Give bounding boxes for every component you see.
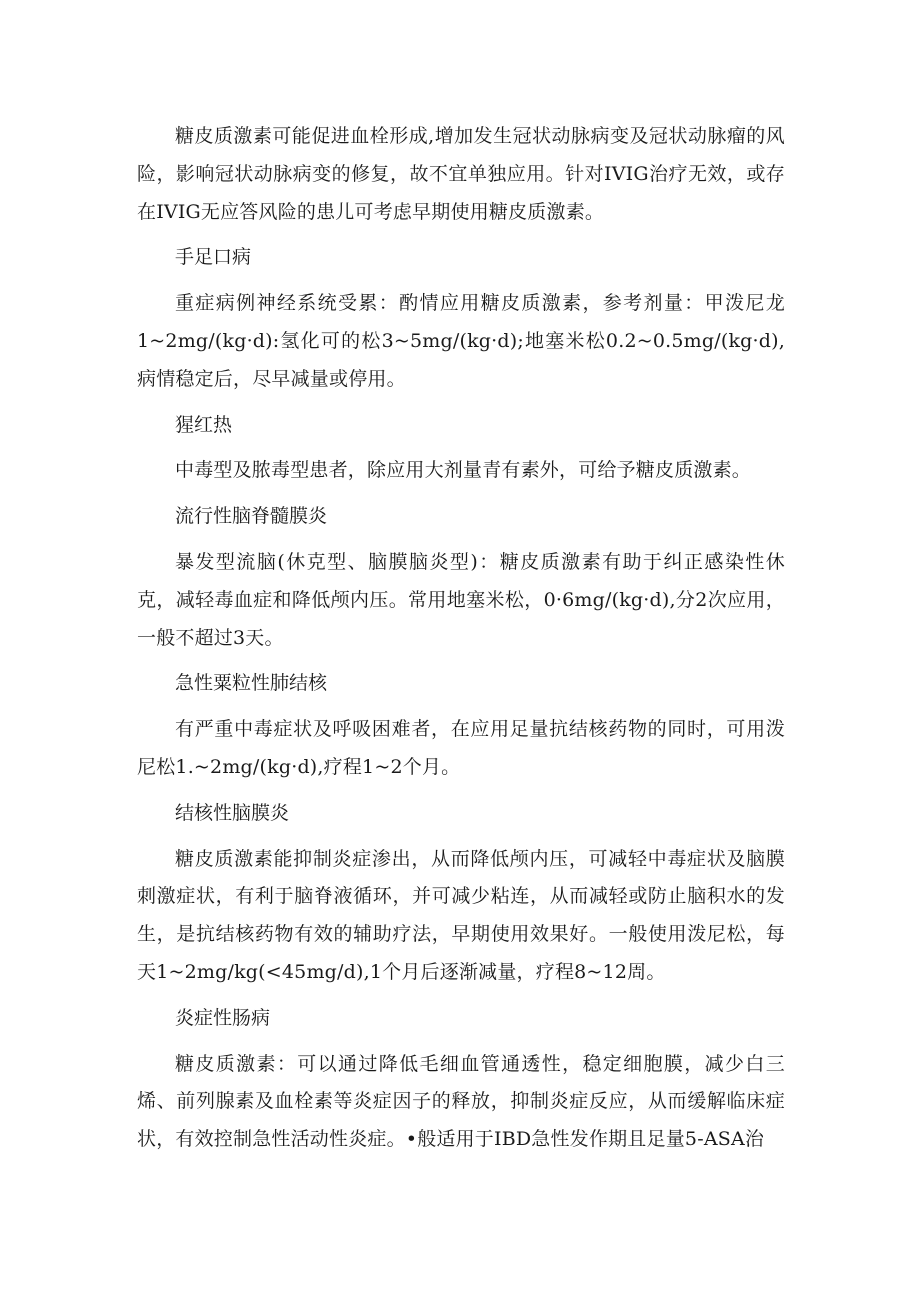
heading-meningococcal: 流行性脑脊髓膜炎: [175, 505, 328, 528]
heading-hand-foot-mouth: 手足口病: [175, 246, 252, 269]
paragraph-ibd: 糖皮质激素：可以通过降低毛细血管通透性，稳定细胞膜，减少白三烯、前列腺素及血栓素等炎症因子的释放，抑制炎症反应，从而缓解临床症状，有效控制急性活动性炎症。•般适用于IBD急性发作期且足量5-ASA治: [137, 1052, 785, 1151]
paragraph-tb-meningitis: 糖皮质激素能抑制炎症渗出，从而降低颅内压，可减轻中毒症状及脑膜刺激症状，有利于脑脊液循环，并可减少粘连，从而减轻或防止脑积水的发生，是抗结核药物有效的辅助疗法，早期使用效果好。一般使用泼尼松，每天1~2mg/kg(<45mg∕d),1个月后逐渐减量，疗程8~12周。: [137, 847, 785, 983]
heading-tb-meningitis: 结核性脑膜炎: [175, 801, 290, 824]
paragraph-hfmd-dosage: 重症病例神经系统受累：酌情应用糖皮质激素，参考剂量：甲泼尼龙1~2mg∕(kg·d):氢化可的松3~5mg∕(kg·d);地塞米松0.2~0.5mg∕(kg·d),病情稳定后，尽早减量或停用。: [137, 292, 785, 390]
heading-scarlet-fever: 猩红热: [175, 413, 233, 436]
paragraph-scarlet-fever: 中毒型及脓毒型患者，除应用大剂量青有素外，可给予糖皮质激素。: [175, 459, 752, 482]
heading-ibd: 炎症性肠病: [175, 1006, 271, 1029]
paragraph-kawasaki-steroid: 糖皮质激素可能促进血栓形成,增加发生冠状动脉病变及冠状动脉瘤的风险，影响冠状动脉病变的修复，故不宜单独应用。针对IVIG治疗无效，或存在IVIG无应答风险的患儿可考虑早期使用糖皮质激素。: [137, 125, 785, 223]
heading-miliary-tb: 急性粟粒性肺结核: [175, 672, 328, 695]
document-body: [137, 118, 785, 1167]
paragraph-meningococcal: 暴发型流脑(休克型、脑膜脑炎型)：糖皮质激素有助于纠正感染性休克，减轻毒血症和降低颅内压。常用地塞米松，0·6mg∕(kg·d),分2次应用，一般不超过3天。: [137, 550, 785, 649]
paragraph-miliary-tb: 有严重中毒症状及呼吸困难者，在应用足量抗结核药物的同时，可用泼尼松1.~2mg∕(kg·d),疗程1~2个月。: [137, 718, 785, 778]
